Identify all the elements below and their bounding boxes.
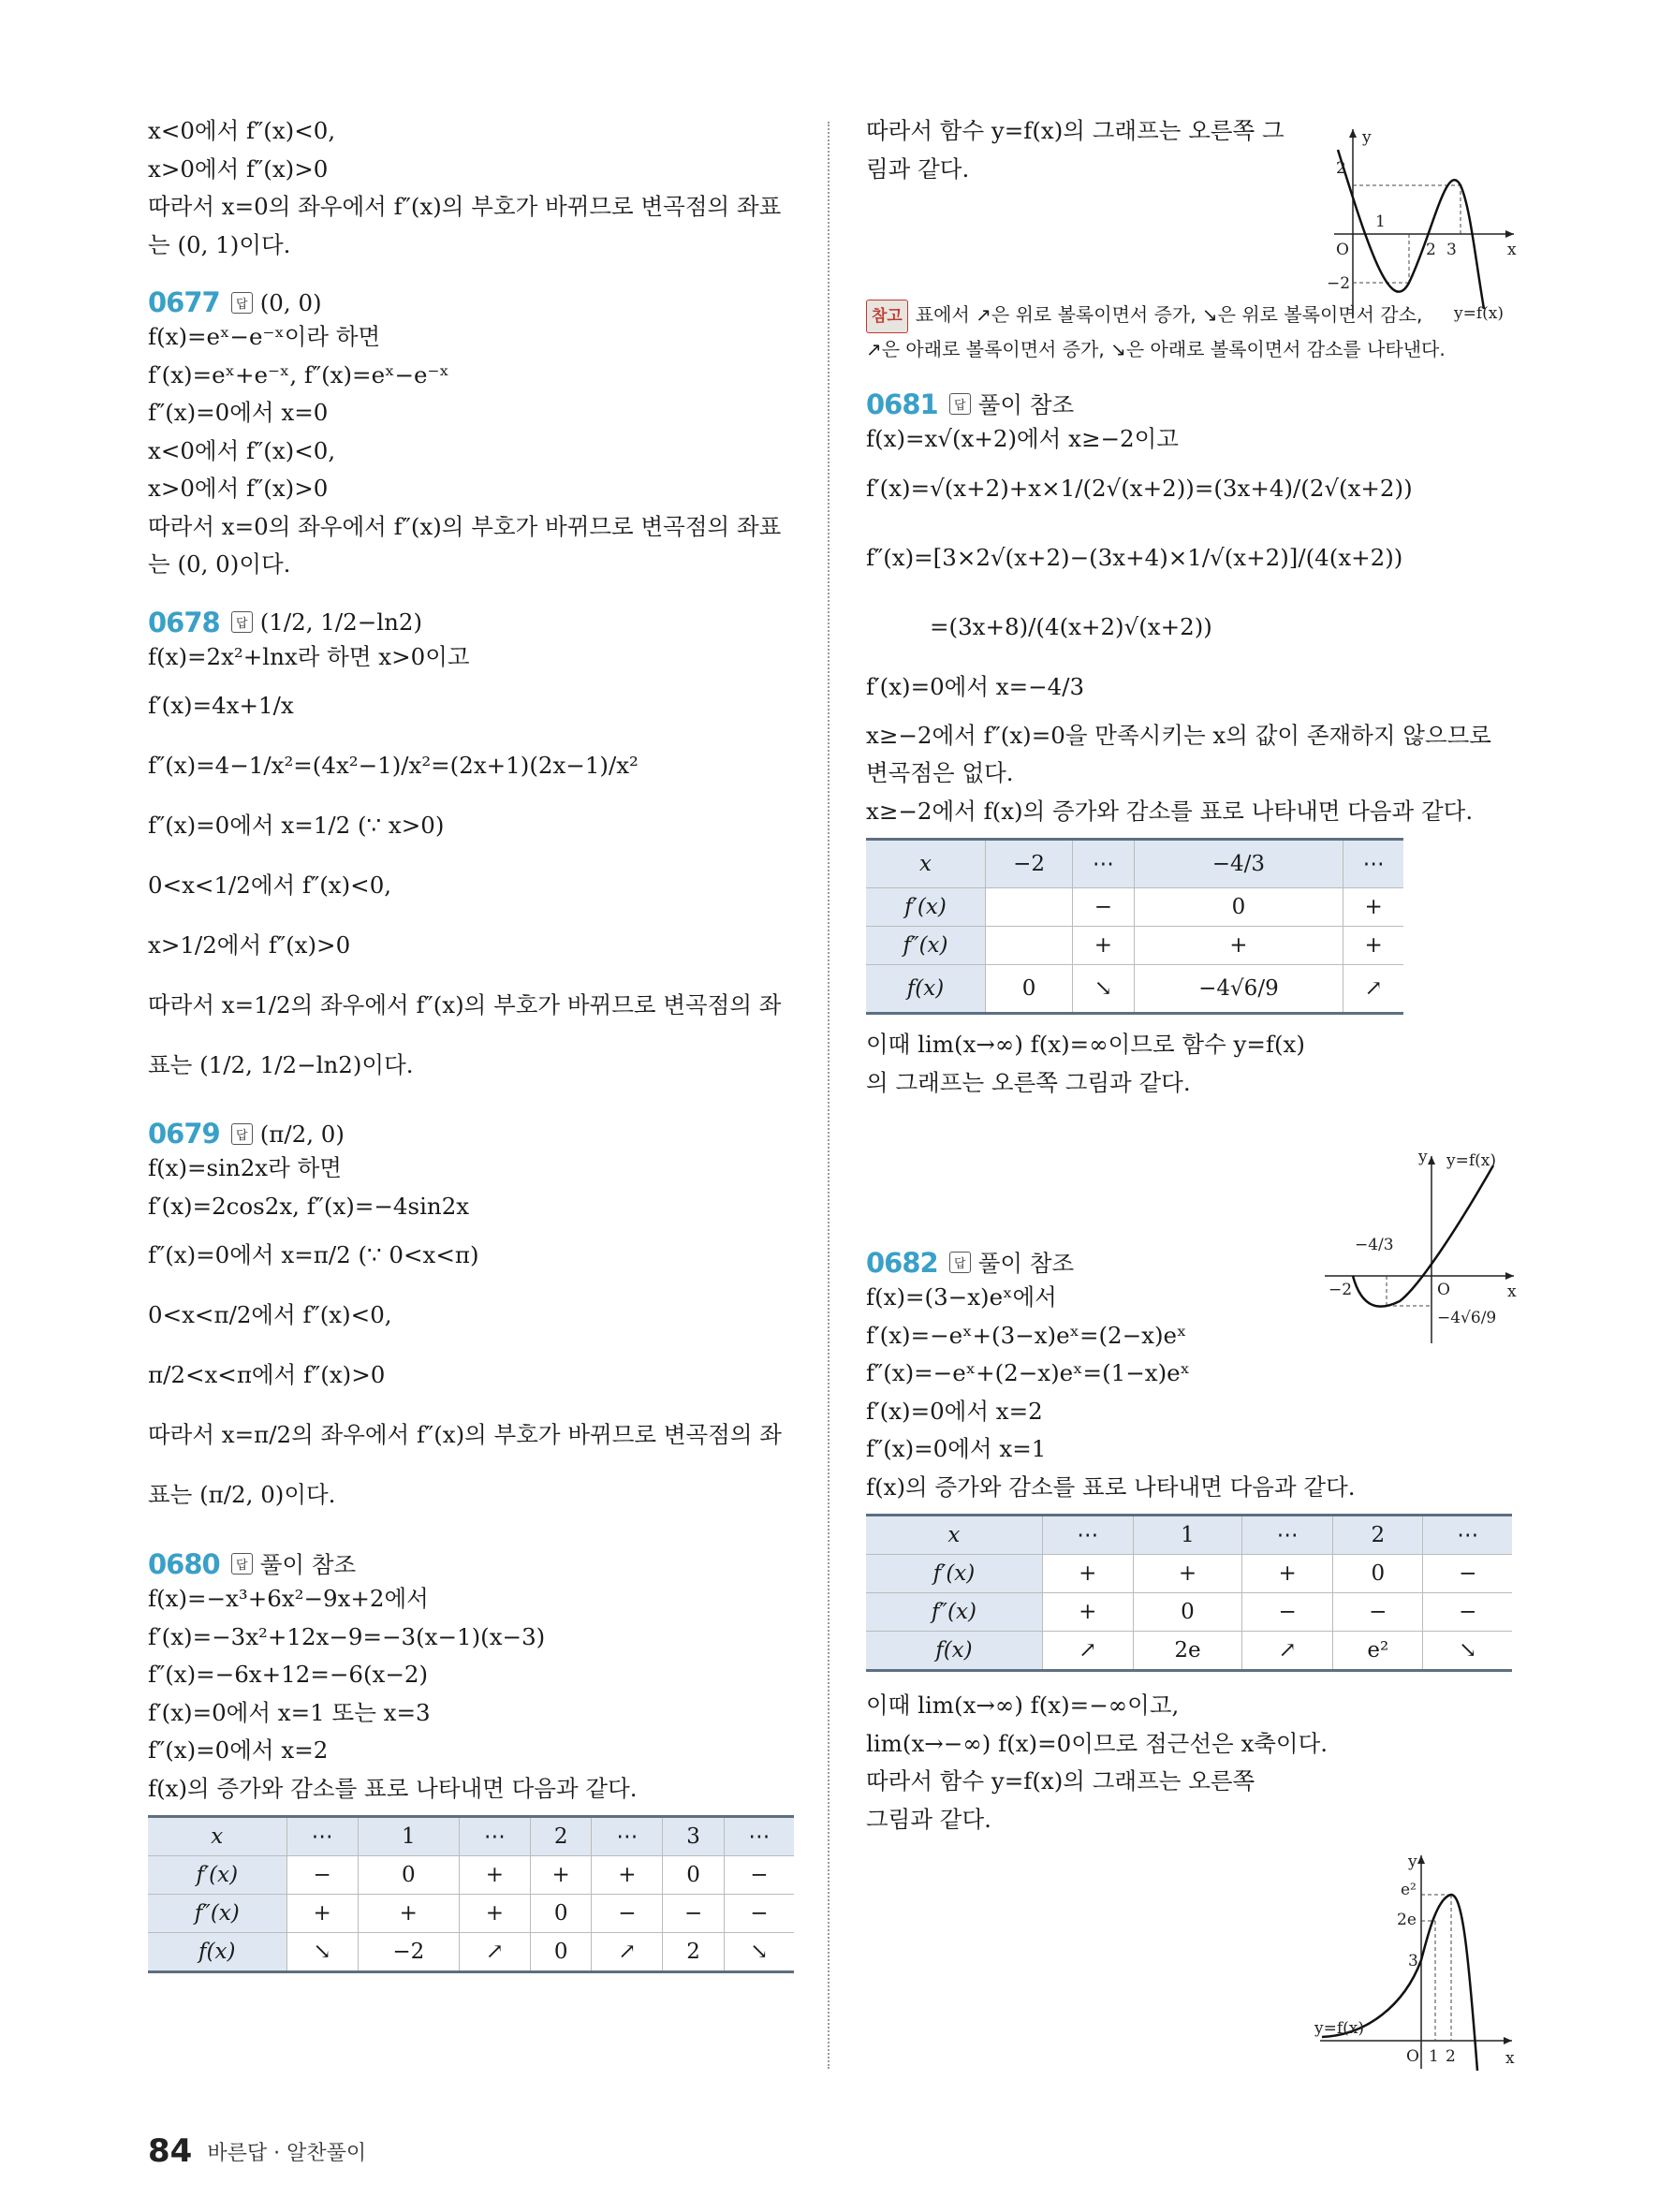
tick-label: 3 xyxy=(1408,1952,1418,1970)
table-cell: + xyxy=(1133,1555,1241,1593)
problem-header-0681 xyxy=(866,388,1512,420)
table-cell: + xyxy=(1042,1593,1133,1632)
problem-header-0678 xyxy=(148,607,794,638)
problem-number: 0681 xyxy=(866,388,938,420)
answer-icon: 답 xyxy=(949,1252,971,1273)
curve-label: y=f(x) xyxy=(1446,1151,1496,1170)
solution-line: x>1/2에서 f″(x)>0 xyxy=(148,931,351,959)
table-cell: − xyxy=(592,1895,663,1933)
solution-line: f′(x)=√(x+2)+x×1/(2√(x+2))=(3x+4)/(2√(x+2)) xyxy=(866,474,1413,502)
table-cell xyxy=(985,888,1072,927)
solution-line: f′(x)=0에서 x=2 xyxy=(866,1397,1043,1425)
table-cell: 3 xyxy=(663,1817,724,1856)
solution-line: 따라서 x=1/2의 좌우에서 f″(x)의 부호가 바뀌므로 변곡점의 좌 xyxy=(148,991,782,1018)
table-cell: ↗ xyxy=(1343,965,1403,1014)
table-row xyxy=(866,1593,1512,1632)
table-cell: f(x) xyxy=(866,1632,1042,1671)
table-cell: f″(x) xyxy=(866,927,985,965)
solution-line: 따라서 x=0의 좌우에서 f″(x)의 부호가 바뀌므로 변곡점의 좌표 xyxy=(148,512,782,540)
problem-header-0679 xyxy=(148,1118,794,1150)
solution-line: 0<x<1/2에서 f″(x)<0, xyxy=(148,872,392,899)
tick-label: 2 xyxy=(1426,241,1436,259)
left-column xyxy=(148,112,794,1973)
solution-line: 따라서 함수 y=f(x)의 그래프는 오른쪽 그 xyxy=(866,117,1285,144)
table-cell: + xyxy=(459,1856,530,1895)
table-row xyxy=(866,1555,1512,1593)
answer-icon: 답 xyxy=(231,611,253,633)
solution-line: f′(x)=eˣ+e⁻ˣ, f″(x)=eˣ−e⁻ˣ xyxy=(148,360,449,388)
problem-number: 0679 xyxy=(148,1118,220,1150)
table-cell: 0 xyxy=(358,1856,459,1895)
table-cell: 1 xyxy=(1133,1516,1241,1555)
table-cell: + xyxy=(1242,1555,1333,1593)
table-cell: ⋯ xyxy=(592,1817,663,1856)
table-cell: ↗ xyxy=(459,1933,530,1972)
tick-label: 1 xyxy=(1375,212,1386,231)
solution-line: 이때 lim(x→∞) f(x)=−∞이고, xyxy=(866,1692,1180,1719)
table-cell: − xyxy=(1423,1593,1512,1632)
graph-0682 xyxy=(1311,1846,1517,2075)
tick-label: 2 xyxy=(1446,2047,1456,2066)
axis-label-y: y xyxy=(1408,1853,1417,1871)
variation-table-0681 xyxy=(866,838,1403,1015)
variation-table-0682 xyxy=(866,1514,1512,1672)
table-row xyxy=(866,965,1403,1014)
table-cell: −2 xyxy=(985,840,1072,888)
solution-line: x≥−2에서 f″(x)=0을 만족시키는 x의 값이 존재하지 않으므로 xyxy=(866,721,1491,749)
table-cell: + xyxy=(1073,927,1135,965)
page-footer xyxy=(148,2132,366,2170)
tick-label: e² xyxy=(1401,1881,1417,1899)
table-row xyxy=(148,1933,794,1972)
table-cell: e² xyxy=(1333,1632,1423,1671)
answer-text: 풀이 참조 xyxy=(977,1250,1075,1277)
table-cell: x xyxy=(866,1516,1042,1555)
table-cell: 0 xyxy=(1134,888,1343,927)
solution-line: lim(x→−∞) f(x)=0이므로 점근선은 x축이다. xyxy=(866,1729,1329,1757)
table-cell: ⋯ xyxy=(724,1817,794,1856)
solution-line: f″(x)=4−1/x²=(4x²−1)/x²=(2x+1)(2x−1)/x² xyxy=(148,752,639,779)
axis-label-x: x xyxy=(1505,2049,1515,2068)
graph-0681 xyxy=(1315,1147,1521,1348)
table-cell: 2 xyxy=(1333,1516,1423,1555)
note-line: ↗은 아래로 볼록이면서 증가, ↘은 아래로 볼록이면서 감소를 나타낸다. xyxy=(866,338,1446,360)
table-cell: 0 xyxy=(1133,1593,1241,1632)
table-cell: ⋯ xyxy=(459,1817,530,1856)
solution-line: f(x)=eˣ−e⁻ˣ이라 하면 xyxy=(148,323,381,350)
solution-line: f′(x)=4x+1/x xyxy=(148,692,294,719)
page-number: 84 xyxy=(148,2132,193,2170)
table-cell: −2 xyxy=(358,1933,459,1972)
table-cell: ⋯ xyxy=(1242,1516,1333,1555)
solution-line: f(x)=x√(x+2)에서 x≥−2이고 xyxy=(866,425,1179,452)
table-cell: ↘ xyxy=(724,1933,794,1972)
solution-line: f(x)의 증가와 감소를 표로 나타내면 다음과 같다. xyxy=(866,1472,1356,1501)
axis-label-y: y xyxy=(1362,128,1372,147)
table-cell: ⋯ xyxy=(1073,840,1135,888)
table-cell: − xyxy=(1333,1593,1423,1632)
solution-line: f′(x)=0에서 x=−4/3 xyxy=(866,672,1085,700)
table-cell: 2e xyxy=(1133,1632,1241,1671)
table-cell: f″(x) xyxy=(148,1895,286,1933)
table-cell: − xyxy=(663,1895,724,1933)
tick-label: 2 xyxy=(1336,159,1346,178)
table-cell: −4/3 xyxy=(1134,840,1343,888)
table-cell: 0 xyxy=(531,1933,592,1972)
solution-line: f(x)=sin2x라 하면 xyxy=(148,1154,342,1181)
table-cell: 1 xyxy=(358,1817,459,1856)
table-cell: + xyxy=(1042,1555,1133,1593)
problem-number: 0682 xyxy=(866,1246,938,1279)
problem-number: 0677 xyxy=(148,286,220,318)
solution-line: f″(x)=−6x+12=−6(x−2) xyxy=(148,1661,429,1688)
table-cell: − xyxy=(724,1856,794,1895)
solution-line: π/2<x<π에서 f″(x)>0 xyxy=(148,1361,386,1388)
solution-line: f(x)=2x²+lnx라 하면 x>0이고 xyxy=(148,642,470,670)
tick-label: −4/3 xyxy=(1355,1236,1394,1254)
table-cell: f″(x) xyxy=(866,1593,1042,1632)
solution-line: f(x)의 증가와 감소를 표로 나타내면 다음과 같다. xyxy=(148,1774,638,1802)
table-row xyxy=(148,1895,794,1933)
solution-line: 따라서 함수 y=f(x)의 그래프는 오른쪽 xyxy=(866,1767,1255,1795)
table-cell: f′(x) xyxy=(866,888,985,927)
book-title: 바른답 · 알찬풀이 xyxy=(207,2141,367,2165)
intro-line: 따라서 x=0의 좌우에서 f″(x)의 부호가 바뀌므로 변곡점의 좌표 xyxy=(148,193,782,220)
tick-label: −4√6/9 xyxy=(1437,1309,1497,1327)
problem-number: 0678 xyxy=(148,606,220,638)
table-cell: 2 xyxy=(531,1817,592,1856)
table-cell: − xyxy=(1423,1555,1512,1593)
table-row xyxy=(866,888,1403,927)
solution-line: 0<x<π/2에서 f″(x)<0, xyxy=(148,1301,392,1328)
intro-line: x<0에서 f″(x)<0, xyxy=(148,117,336,144)
origin-label: O xyxy=(1336,241,1349,259)
solution-line: x<0에서 f″(x)<0, xyxy=(148,436,336,464)
table-cell: + xyxy=(459,1895,530,1933)
table-cell: ↘ xyxy=(1073,965,1135,1014)
table-cell: + xyxy=(592,1856,663,1895)
answer-icon: 답 xyxy=(231,1123,253,1145)
table-cell: − xyxy=(286,1856,358,1895)
intro-line: x>0에서 f″(x)>0 xyxy=(148,154,329,183)
table-cell xyxy=(985,927,1072,965)
right-column xyxy=(866,112,1512,1838)
answer-text: (π/2, 0) xyxy=(259,1120,345,1148)
table-cell: + xyxy=(1134,927,1343,965)
table-row xyxy=(866,1516,1512,1555)
solution-line: f″(x)=0에서 x=0 xyxy=(148,399,329,426)
solution-line: f′(x)=−3x²+12x−9=−3(x−1)(x−3) xyxy=(148,1622,546,1650)
table-cell: − xyxy=(724,1895,794,1933)
solution-line: f″(x)=−eˣ+(2−x)eˣ=(1−x)eˣ xyxy=(866,1359,1191,1386)
table-cell: x xyxy=(866,840,985,888)
axis-label-y: y xyxy=(1418,1148,1428,1166)
table-cell: 0 xyxy=(1333,1555,1423,1593)
table-cell: ⋯ xyxy=(286,1817,358,1856)
table-cell: 0 xyxy=(985,965,1072,1014)
table-cell: − xyxy=(1073,888,1135,927)
table-cell: ⋯ xyxy=(1042,1516,1133,1555)
table-cell: 0 xyxy=(531,1895,592,1933)
table-cell: ⋯ xyxy=(1343,840,1403,888)
table-cell: −4√6/9 xyxy=(1134,965,1343,1014)
table-row xyxy=(148,1817,794,1856)
solution-line: f(x)=(3−x)eˣ에서 xyxy=(866,1283,1057,1311)
table-cell: ↘ xyxy=(286,1933,358,1972)
solution-line: 그림과 같다. xyxy=(866,1805,991,1833)
tick-label: 2e xyxy=(1397,1911,1417,1929)
problem-number: 0680 xyxy=(148,1547,220,1580)
solution-line: 이때 lim(x→∞) f(x)=∞이므로 함수 y=f(x) xyxy=(866,1031,1305,1058)
solution-line: f″(x)=0에서 x=π/2 (∵ 0<x<π) xyxy=(148,1241,479,1268)
tick-label: −2 xyxy=(1327,274,1351,293)
variation-table-0680 xyxy=(148,1815,794,1973)
table-cell: ↘ xyxy=(1423,1632,1512,1671)
solution-line: f″(x)=0에서 x=2 xyxy=(148,1736,329,1764)
axis-label-x: x xyxy=(1507,1282,1517,1301)
solution-line: f′(x)=2cos2x, f″(x)=−4sin2x xyxy=(148,1192,470,1220)
solution-line: 변곡점은 없다. xyxy=(866,759,1014,786)
solution-line: =(3x+8)/(4(x+2)√(x+2)) xyxy=(930,612,1212,640)
answer-text: (1/2, 1/2−ln2) xyxy=(259,608,423,636)
table-cell: x xyxy=(148,1817,286,1856)
graph-0680 xyxy=(1315,122,1521,323)
table-cell: + xyxy=(358,1895,459,1933)
tick-label: −2 xyxy=(1329,1281,1353,1299)
table-cell: − xyxy=(1242,1593,1333,1632)
table-cell: ↗ xyxy=(1042,1632,1133,1671)
table-cell: f(x) xyxy=(148,1933,286,1972)
note-line: 표에서 ↗은 위로 볼록이면서 증가, ↘은 위로 볼록이면서 감소, xyxy=(915,303,1423,326)
table-cell: + xyxy=(1343,927,1403,965)
origin-label: O xyxy=(1406,2047,1419,2066)
table-cell: ⋯ xyxy=(1423,1516,1512,1555)
solution-line: 따라서 x=π/2의 좌우에서 f″(x)의 부호가 바뀌므로 변곡점의 좌 xyxy=(148,1421,782,1448)
solution-line: 는 (0, 0)이다. xyxy=(148,550,291,578)
intro-line: 는 (0, 1)이다. xyxy=(148,230,291,258)
answer-icon: 답 xyxy=(231,1553,253,1575)
table-cell: + xyxy=(1343,888,1403,927)
table-cell: ↗ xyxy=(1242,1632,1333,1671)
solution-line: x≥−2에서 f(x)의 증가와 감소를 표로 나타내면 다음과 같다. xyxy=(866,797,1474,825)
curve-label: y=f(x) xyxy=(1454,304,1504,323)
solution-line: f″(x)=0에서 x=1/2 (∵ x>0) xyxy=(148,812,445,839)
tick-label: 3 xyxy=(1446,241,1457,259)
solution-line: 림과 같다. xyxy=(866,154,970,183)
table-cell: + xyxy=(531,1856,592,1895)
table-row xyxy=(866,1632,1512,1671)
column-divider xyxy=(828,122,830,2069)
table-row xyxy=(866,840,1403,888)
answer-text: 풀이 참조 xyxy=(977,391,1075,418)
table-cell: + xyxy=(286,1895,358,1933)
problem-header-0677 xyxy=(148,286,794,318)
axis-label-x: x xyxy=(1507,241,1517,259)
table-cell: f(x) xyxy=(866,965,985,1014)
answer-icon: 답 xyxy=(949,393,971,415)
table-cell: 0 xyxy=(663,1856,724,1895)
table-row xyxy=(148,1856,794,1895)
solution-line: f″(x)=0에서 x=1 xyxy=(866,1435,1047,1462)
answer-icon: 답 xyxy=(231,292,253,314)
solution-line: f(x)=−x³+6x²−9x+2에서 xyxy=(148,1585,429,1612)
curve-label: y=f(x) xyxy=(1314,2019,1364,2038)
solution-line: 의 그래프는 오른쪽 그림과 같다. xyxy=(866,1068,1191,1096)
answer-text: (0, 0) xyxy=(259,288,322,316)
answer-text: 풀이 참조 xyxy=(259,1551,357,1578)
solution-line: 표는 (1/2, 1/2−ln2)이다. xyxy=(148,1051,414,1078)
table-cell: ↗ xyxy=(592,1933,663,1972)
note-badge: 참고 xyxy=(866,300,908,333)
problem-header-0680 xyxy=(148,1547,794,1580)
table-cell: f′(x) xyxy=(148,1856,286,1895)
tick-label: 1 xyxy=(1429,2047,1439,2066)
solution-line: x>0에서 f″(x)>0 xyxy=(148,475,329,502)
origin-label: O xyxy=(1437,1281,1450,1299)
solution-line: 표는 (π/2, 0)이다. xyxy=(148,1481,336,1508)
table-row xyxy=(866,927,1403,965)
solution-line: f″(x)=[3×2√(x+2)−(3x+4)×1/√(x+2)]/(4(x+2)) xyxy=(866,543,1403,571)
table-cell: f′(x) xyxy=(866,1555,1042,1593)
solution-line: f′(x)=−eˣ+(3−x)eˣ=(2−x)eˣ xyxy=(866,1321,1187,1349)
table-cell: 2 xyxy=(663,1933,724,1972)
solution-line: f′(x)=0에서 x=1 또는 x=3 xyxy=(148,1698,431,1726)
